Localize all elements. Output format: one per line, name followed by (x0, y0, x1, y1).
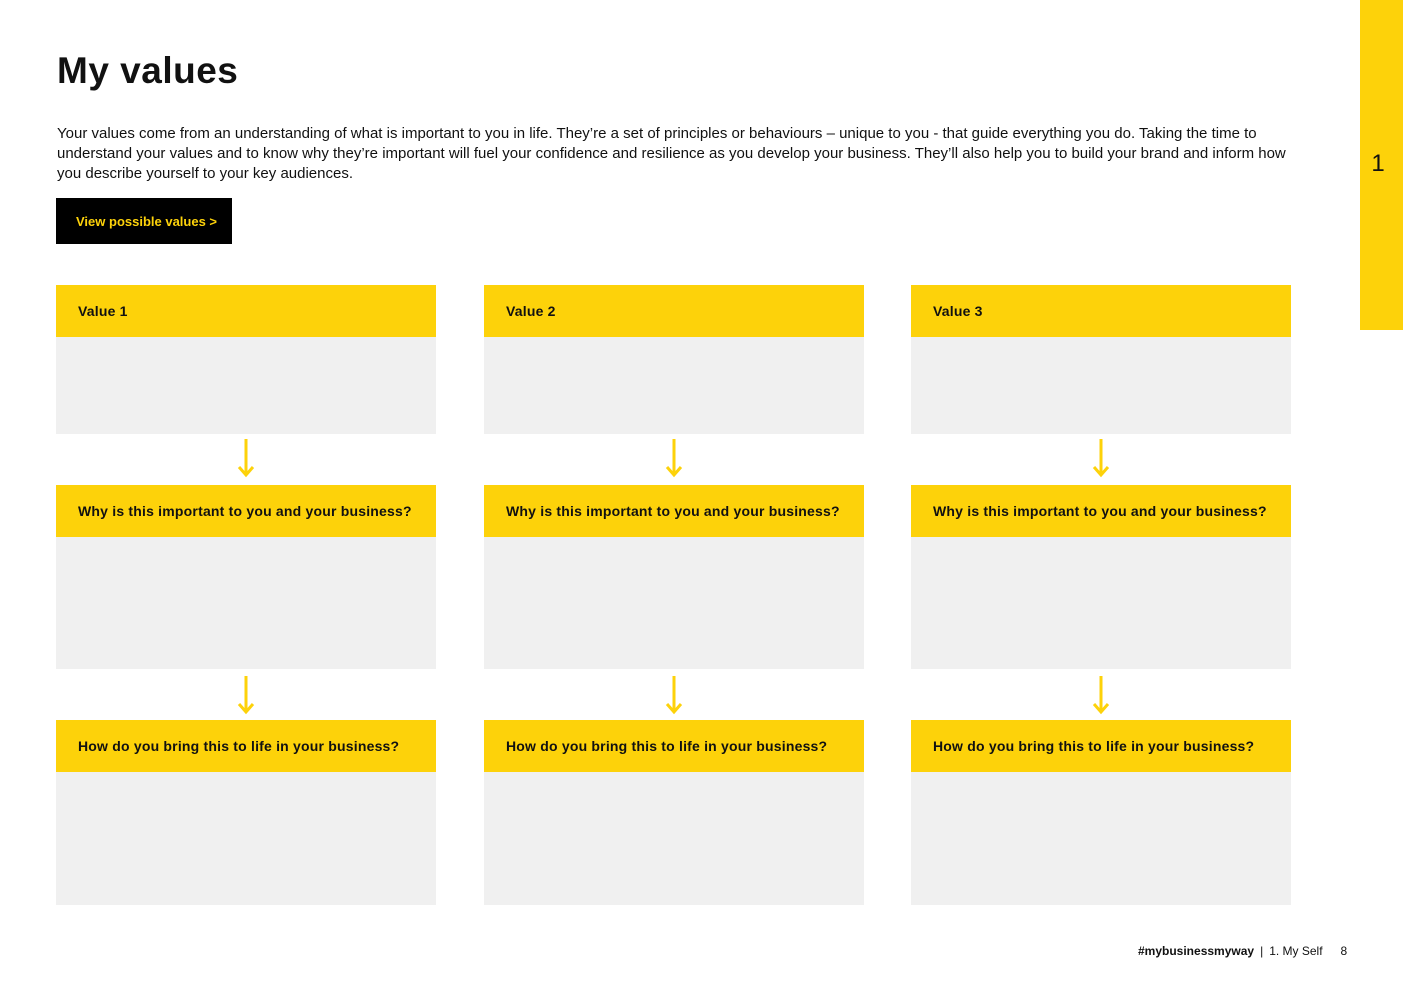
how-input[interactable] (484, 772, 864, 905)
value-block (484, 285, 864, 434)
arrow-down-icon (664, 676, 684, 716)
value-input[interactable] (911, 337, 1291, 434)
arrow-down-icon (1091, 439, 1111, 479)
why-input[interactable] (56, 537, 436, 669)
arrow-down-icon (664, 439, 684, 479)
how-block (911, 720, 1291, 905)
how-input[interactable] (911, 772, 1291, 905)
why-header: Why is this important to you and your business? (56, 485, 436, 537)
value-block (56, 285, 436, 434)
intro-paragraph: Your values come from an understanding of what is important to you in life. They’re a set of principles or behaviours – unique to you - that guide everything you do. Taking the time to understand your values and to know why they’re important will fuel your confidence and resilience as you develop your business. They’ll also help you to build your brand and inform how you describe yourself to your key audiences. (57, 125, 1286, 182)
how-header: How do you bring this to life in your business? (56, 720, 436, 772)
why-input[interactable] (484, 537, 864, 669)
value-header: Value 3 (911, 285, 1291, 337)
value-header: Value 2 (484, 285, 864, 337)
how-block (484, 720, 864, 905)
footer-separator: | (1260, 944, 1264, 958)
why-input[interactable] (911, 537, 1291, 669)
section-tab-number: 1 (1371, 150, 1385, 177)
why-block (484, 485, 864, 669)
why-block (911, 485, 1291, 669)
footer-section: 1. My Self (1269, 944, 1323, 958)
why-header: Why is this important to you and your business? (911, 485, 1291, 537)
how-header: How do you bring this to life in your business? (484, 720, 864, 772)
how-header: How do you bring this to life in your business? (911, 720, 1291, 772)
page-footer (1138, 944, 1347, 958)
value-input[interactable] (56, 337, 436, 434)
view-possible-values-button[interactable]: View possible values > (56, 198, 232, 244)
why-header: Why is this important to you and your business? (484, 485, 864, 537)
footer-hashtag: #mybusinessmyway (1138, 944, 1255, 958)
page-title: My values (57, 50, 239, 91)
arrow-down-icon (236, 439, 256, 479)
value-header: Value 1 (56, 285, 436, 337)
why-block (56, 485, 436, 669)
value-block (911, 285, 1291, 434)
how-input[interactable] (56, 772, 436, 905)
how-block (56, 720, 436, 905)
arrow-down-icon (1091, 676, 1111, 716)
value-input[interactable] (484, 337, 864, 434)
page-number: 8 (1340, 944, 1348, 958)
arrow-down-icon (236, 676, 256, 716)
